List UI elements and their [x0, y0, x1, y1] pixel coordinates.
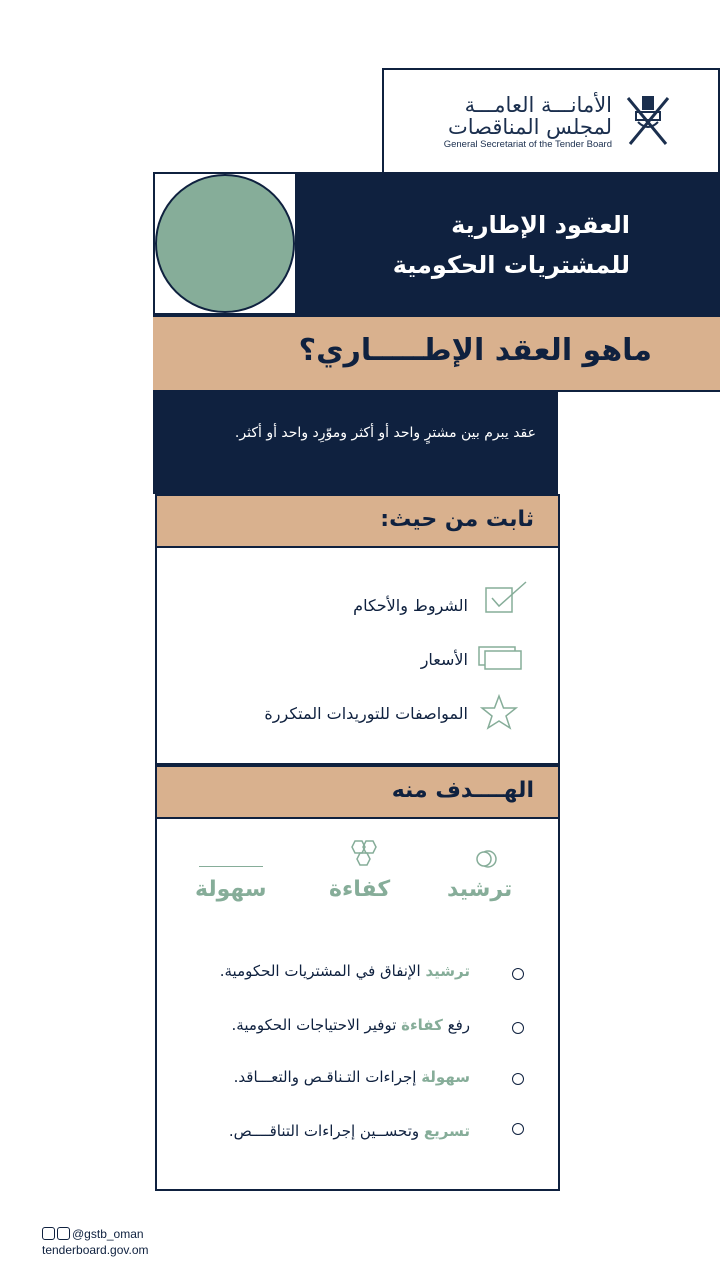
instagram-icon[interactable]	[42, 1227, 55, 1240]
bullet-icon	[512, 1123, 524, 1135]
tender-board-logo	[382, 68, 720, 174]
fixed-heading-text: ثابت من حيث:	[380, 507, 534, 532]
bullet-icon	[512, 1073, 524, 1085]
goal-label: كفاءة	[329, 877, 391, 902]
goal-bullet: ترشيد الإنفاق في المشتريات الحكومية.	[219, 962, 470, 980]
question-banner	[153, 315, 720, 392]
goal-box	[155, 819, 560, 1191]
goal-bullet: رفع كفاءة توفير الاحتياجات الحكومية.	[231, 1016, 470, 1034]
line-icon	[199, 866, 263, 867]
social-handle[interactable]: @gstb_oman	[72, 1227, 144, 1241]
circles-icon	[475, 849, 499, 869]
fixed-list	[155, 548, 560, 765]
star-icon	[480, 694, 518, 730]
logo-english: General Secretariat of the Tender Board	[443, 139, 612, 150]
goal-label: ترشيد	[447, 877, 513, 902]
question-text: ماهو العقد الإطـــــاري؟	[298, 333, 652, 368]
oman-emblem-icon	[622, 92, 674, 150]
goal-heading-text: الهــــدف منه	[391, 778, 534, 803]
footer	[42, 1226, 149, 1258]
bullet-icon	[512, 968, 524, 980]
page-title: العقود الإطارية للمشتريات الحكومية	[392, 211, 630, 279]
definition-box	[153, 392, 558, 494]
website-link[interactable]: tenderboard.gov.om	[42, 1243, 149, 1257]
checkbox-icon	[482, 580, 528, 614]
goal-heading	[155, 765, 560, 819]
twitter-icon[interactable]	[57, 1227, 70, 1240]
list-item: الأسعار	[420, 650, 468, 669]
goal-label: سهولة	[195, 877, 267, 902]
goal-bullet: سهولة إجراءات التـناقـص والتعـــاقد.	[233, 1068, 470, 1086]
definition-text: عقد يبرم بين مشترٍ واحد أو أكثر وموّرِد واحد أو أكثر.	[234, 425, 536, 441]
cards-icon	[478, 646, 524, 672]
logo-arabic: الأمانـــة العامـــة لمجلس المناقصات	[447, 93, 612, 139]
hexagons-icon	[345, 839, 379, 873]
fixed-heading	[155, 494, 560, 548]
bullet-icon	[512, 1022, 524, 1034]
list-item: الشروط والأحكام	[353, 596, 468, 615]
decorative-circle	[155, 174, 295, 313]
goal-bullet: تسريع وتحســين إجراءات التناقــــص.	[228, 1122, 470, 1140]
list-item: المواصفات للتوريدات المتكررة	[264, 704, 468, 723]
